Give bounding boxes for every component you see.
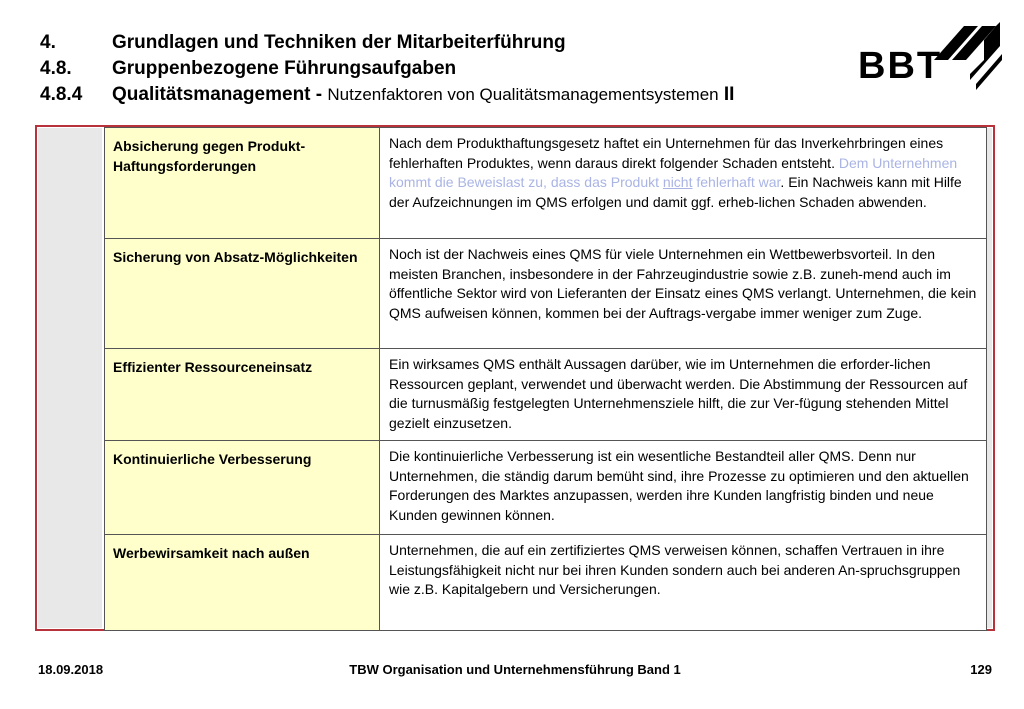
- row-description: [380, 128, 986, 238]
- row-description: Ein wirksames QMS enthält Aussagen darüber, wie im Unternehmen die erforder-lichen Ressourcen geplant, verwendet und überwacht werden. Die Abstimmung der Ressourcen auf die turnusmäßig festgelegten Unternehmensziele hilft, die zur Ver-fügung stehenden Mittel gezielt einzusetzen.: [389, 356, 968, 431]
- benefits-table: [104, 127, 987, 631]
- row-text-muted-underlined: nicht: [662, 174, 693, 190]
- row-label: Effizienter Ressourceneinsatz: [105, 349, 380, 440]
- row-description: Unternehmen, die auf ein zertifiziertes QMS verweisen können, schaffen Vertrauen in ihre Leistungsfähigkeit nicht nur bei ihren Kunden sondern auch bei anderen An-spruchsgruppen wie z.B. Kapitalgebern und Versicherungen.: [389, 542, 961, 597]
- heading-text-1: Grundlagen und Techniken der Mitarbeiterführung: [112, 32, 566, 53]
- footer-page-number: 129: [970, 662, 992, 677]
- row-label: Kontinuierliche Verbesserung: [105, 441, 380, 534]
- row-label: Sicherung von Absatz-Möglichkeiten: [105, 239, 380, 348]
- heading-text-3-bold: Qualitätsmanagement -: [112, 84, 328, 105]
- row-text-muted-end: fehlerhaft war: [692, 174, 781, 190]
- table-row: [105, 238, 986, 348]
- heading-text-3-light: Nutzenfaktoren von Qualitätsmanagementsystemen: [327, 85, 719, 104]
- heading-line-3: [40, 82, 860, 108]
- table-row: [105, 128, 986, 238]
- table-row: [105, 534, 986, 630]
- slide-footer: [38, 660, 992, 680]
- row-label: Werbewirsamkeit nach außen: [105, 535, 380, 630]
- heading-number-1: 4.: [40, 32, 56, 53]
- bbt-logo: [856, 20, 1006, 98]
- table-row: [105, 348, 986, 440]
- heading-number-2: 4.8.: [40, 58, 72, 79]
- table-row: [105, 440, 986, 534]
- heading-line-1: [40, 30, 860, 56]
- heading-line-2: [40, 56, 860, 82]
- row-description: Die kontinuierliche Verbesserung ist ein wesentliche Bestandteil aller QMS. Denn nur Unternehmen, die ständig darum bemüht sind, ihre Prozesse zu optimieren und den aktuellen Forderungen des Marktes anzupassen, werden ihre Kunden langfristig binden und neue Kunden gewinnen können.: [389, 448, 969, 523]
- row-label: Absicherung gegen Produkt-Haftungsforderungen: [105, 128, 380, 238]
- heading-text-2: Gruppenbezogene Führungsaufgaben: [112, 58, 457, 79]
- row-text-part: Nach dem Produkthaftungsgesetz haftet ein Unternehmen für das Inverkehrbringen eines fehlerhaften Produktes, wenn daraus direkt folgender Schaden entsteht.: [389, 135, 944, 171]
- row-text-part-end: . Ein Nachweis kann mit Hilfe der Aufzeichnungen im QMS erfolgen und damit ggf. erheb-lichen Schaden abwenden.: [389, 174, 962, 210]
- logo-text: BBT: [858, 45, 943, 87]
- row-text-muted: Dem Unternehmen kommt die Beweislast zu, dass das Produkt: [389, 154, 958, 190]
- footer-title: TBW Organisation und Unternehmensführung Band 1: [349, 662, 681, 677]
- footer-date: 18.09.2018: [38, 662, 104, 677]
- row-description: Noch ist der Nachweis eines QMS für viele Unternehmen ein Wettbewerbsvorteil. In den meisten Branchen, insbesondere in der Fahrzeugindustrie sowie z.B. zuneh-mend auch im öffentliche Sektor wird von Lieferanten der Einsatz eines QMS verlangt. Unternehmen, die kein QMS aufweisen können, kommen bei der Auftrags-vergabe immer weniger zum Zuge.: [389, 246, 977, 321]
- left-gray-strip: [38, 128, 102, 628]
- heading-text-3-suffix: II: [718, 84, 735, 105]
- slide-heading: [40, 30, 860, 108]
- heading-number-3: 4.8.4: [40, 84, 83, 105]
